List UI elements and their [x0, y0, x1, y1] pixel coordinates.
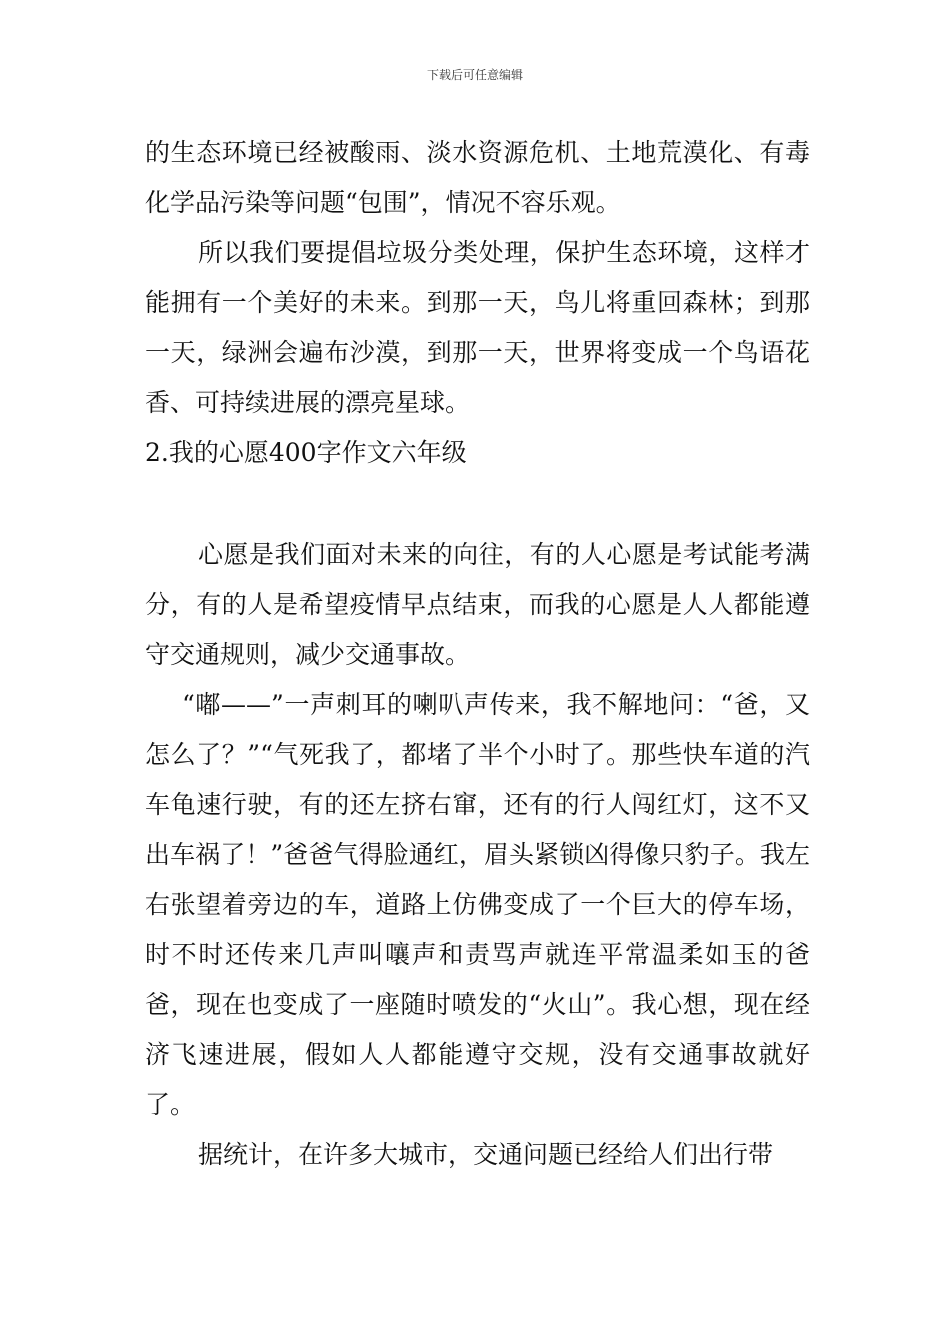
paragraph-garbage-sorting: 所以我们要提倡垃圾分类处理，保护生态环境，这样才能拥有一个美好的未来。到那一天，鸟儿将重回森林；到那一天，绿洲会遍布沙漠，到那一天，世界将变成一个鸟语花香、可持续进展的漂亮星球。: [145, 238, 810, 417]
page-header: 下载后可任意编辑: [426, 68, 523, 82]
paragraph-ecology-continued: 的生态环境已经被酸雨、淡水资源危机、土地荒漠化、有毒化学品污染等问题“包围”，情况不容乐观。: [145, 138, 810, 217]
paragraph-wish-intro: 心愿是我们面对未来的向往，有的人心愿是考试能考满分，有的人是希望疫情早点结束，而我的心愿是人人都能遵守交通规则，减少交通事故。: [145, 540, 810, 669]
paragraph-statistics: 据统计，在许多大城市，交通问题已经给人们出行带: [198, 1140, 774, 1169]
document-body: [145, 128, 810, 1180]
section-heading: 2.我的心愿400字作文六年级: [145, 438, 467, 467]
paragraph-traffic-story: “嘟——”一声刺耳的喇叭声传来，我不解地问：“爸，又怎么了？”“气死我了，都堵了半个小时了。那些快车道的汽车龟速行驶，有的还左挤右窜，还有的行人闯红灯，这不又出车祸了！”爸爸气得脸通红，眉头紧锁凶得像只豹子。我左右张望着旁边的车，道路上仿佛变成了一个巨大的停车场，时不时还传来几声叫嚷声和责骂声就连平常温柔如玉的爸爸，现在也变成了一座随时喷发的“火山”。我心想，现在经济飞速进展，假如人人都能遵守交规，没有交通事故就好了。: [145, 690, 810, 1119]
